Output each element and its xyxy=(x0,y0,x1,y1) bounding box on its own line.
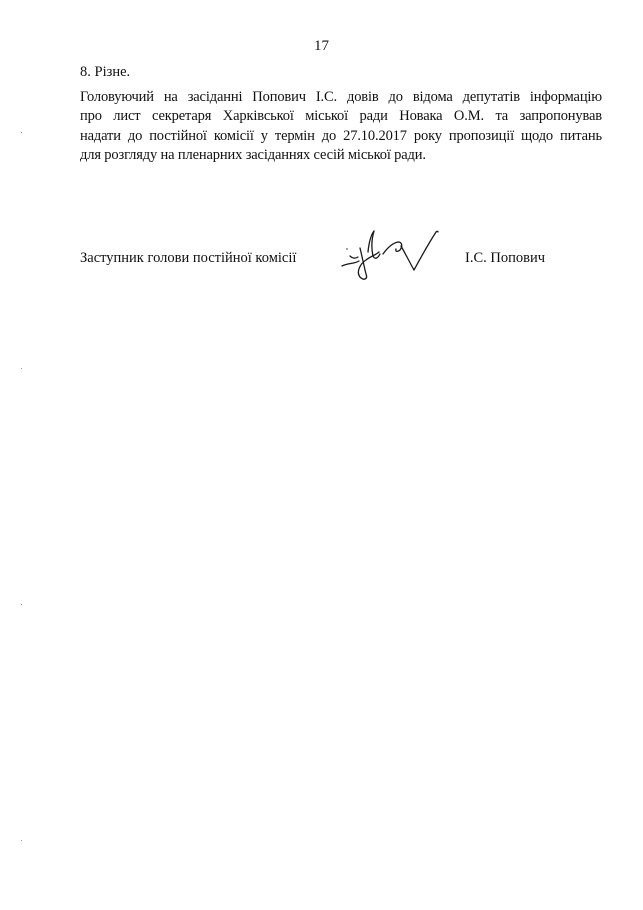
paragraph-line: про лист секретаря Харківської міської ради Новака О.М. та запропонував xyxy=(80,108,602,125)
signer-name: І.С. Попович xyxy=(465,250,546,266)
section-heading: 8. Різне. xyxy=(80,64,131,80)
scan-speck xyxy=(21,132,22,133)
paragraph-line: Головуючий на засіданні Попович І.С. довів до відома депутатів інформацію xyxy=(80,89,602,105)
scan-speck xyxy=(21,604,22,605)
handwritten-signature xyxy=(338,226,442,284)
scan-speck xyxy=(21,368,22,369)
scan-speck xyxy=(21,840,22,841)
paragraph-line: надати до постійної комісії у термін до 27.10.2017 року пропозиції щодо питань xyxy=(80,127,602,144)
page-number: 17 xyxy=(314,38,329,54)
paragraph-line: для розгляду на пленарних засіданнях сесій міської ради. xyxy=(80,146,426,163)
signer-role: Заступник голови постійної комісії xyxy=(80,250,297,266)
body-paragraph xyxy=(80,88,602,165)
